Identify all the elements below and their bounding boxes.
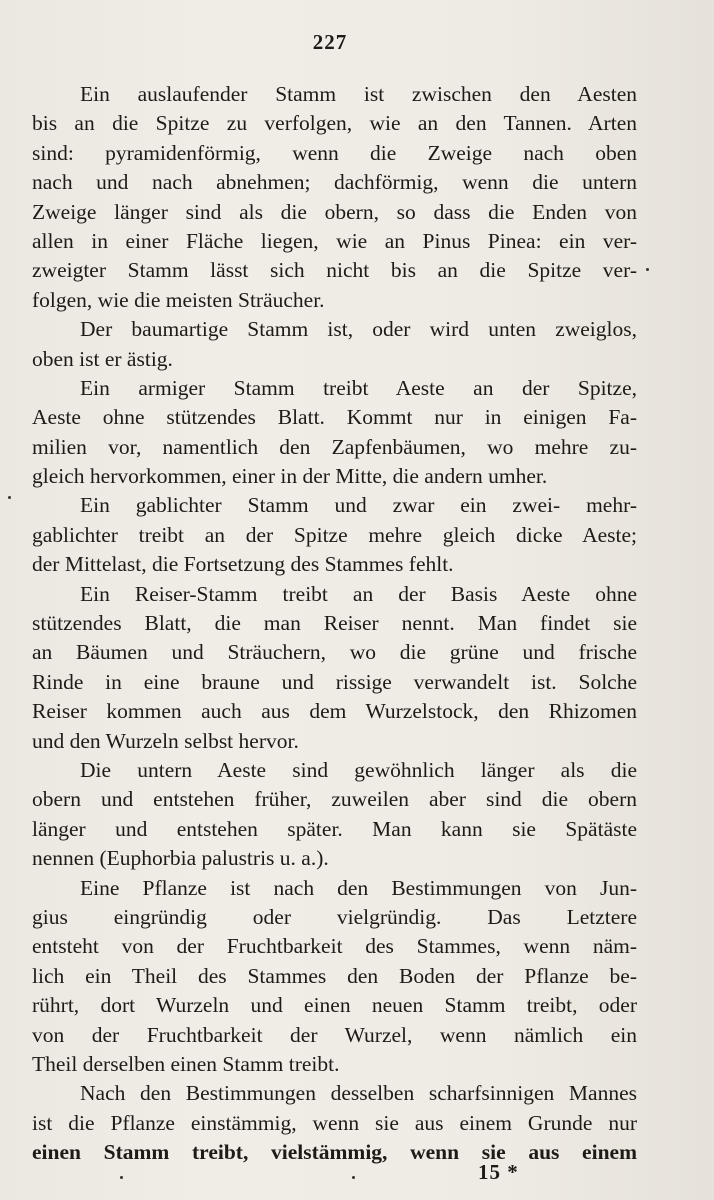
text-line: folgen, wie die meisten Sträucher.	[32, 287, 325, 312]
text-line: von der Fruchtbarkeit der Wurzel, wenn nämlich ein	[32, 1022, 637, 1047]
text-line: stützendes Blatt, die man Reiser nennt. Man findet sie	[32, 611, 637, 636]
text-line: gius eingründig oder vielgründig. Das Letztere	[32, 904, 637, 929]
text-line: nennen (Euphorbia palustris u. a.).	[32, 846, 329, 871]
text-line: länger und entstehen später. Man kann sie Spätäste	[32, 816, 637, 841]
text-line: entsteht von der Fruchtbarkeit des Stammes, wenn näm-	[32, 934, 637, 959]
text-line: sind: pyramidenförmig, wenn die Zweige nach oben	[32, 140, 637, 165]
text-line: an Bäumen und Sträuchern, wo die grüne und frische	[32, 640, 637, 665]
text-line: gleich hervorkommen, einer in der Mitte, die andern umher.	[32, 464, 548, 489]
text-line: zweigter Stamm lässt sich nicht bis an die Spitze ver-	[32, 258, 637, 283]
text-line: Der baumartige Stamm ist, oder wird unten zweiglos,	[80, 317, 637, 342]
text-line: rührt, dort Wurzeln und einen neuen Stamm treibt, oder	[32, 993, 637, 1018]
ink-speck	[646, 268, 649, 271]
text-line: bis an die Spitze zu verfolgen, wie an den Tannen. Arten	[32, 111, 637, 136]
text-line: ist die Pflanze einstämmig, wenn sie aus einem Grunde nur	[32, 1110, 637, 1135]
text-line: allen in einer Fläche liegen, wie an Pinus Pinea: ein ver-	[32, 228, 637, 253]
text-line: Ein auslaufender Stamm ist zwischen den Aesten	[80, 82, 637, 106]
printer-signature-mark: 15 *	[478, 1160, 519, 1184]
text-line: Theil derselben einen Stamm treibt.	[32, 1051, 340, 1076]
text-line: lich ein Theil des Stammes den Boden der Pflanze be-	[32, 963, 637, 988]
ink-speck	[8, 496, 11, 499]
text-line: oben ist er ästig.	[32, 346, 173, 371]
body-text	[32, 80, 637, 1167]
text-line: einen Stamm treibt, vielstämmig, wenn sie aus einem	[32, 1140, 637, 1165]
text-line: der Mittelast, die Fortsetzung des Stammes fehlt.	[32, 552, 454, 577]
text-line: milien vor, namentlich den Zapfenbäumen, wo mehre zu-	[32, 434, 637, 459]
page-number: 227	[312, 30, 348, 54]
text-line: Ein armiger Stamm treibt Aeste an der Spitze,	[80, 375, 637, 400]
text-line: Rinde in eine braune und rissige verwandelt ist. Solche	[32, 669, 637, 694]
text-line: nach und nach abnehmen; dachförmig, wenn die untern	[32, 170, 637, 195]
ink-speck	[352, 1176, 355, 1179]
text-line: Eine Pflanze ist nach den Bestimmungen von Jun-	[80, 875, 637, 900]
ink-speck	[120, 1176, 123, 1179]
text-line: Die untern Aeste sind gewöhnlich länger als die	[80, 757, 637, 782]
text-line: Ein Reiser-Stamm treibt an der Basis Aeste ohne	[80, 581, 637, 606]
text-line: und den Wurzeln selbst hervor.	[32, 728, 299, 753]
text-line: Zweige länger sind als die obern, so dass die Enden von	[32, 199, 637, 224]
text-line: Nach den Bestimmungen desselben scharfsinnigen Mannes	[80, 1081, 637, 1106]
text-line: Aeste ohne stützendes Blatt. Kommt nur in einigen Fa-	[32, 405, 637, 430]
text-line: Reiser kommen auch aus dem Wurzelstock, den Rhizomen	[32, 699, 637, 724]
text-line: gablichter treibt an der Spitze mehre gleich dicke Aeste;	[32, 522, 637, 547]
text-line: obern und entstehen früher, zuweilen aber sind die obern	[32, 787, 637, 812]
text-line: Ein gablichter Stamm und zwar ein zwei- mehr-	[80, 493, 637, 518]
